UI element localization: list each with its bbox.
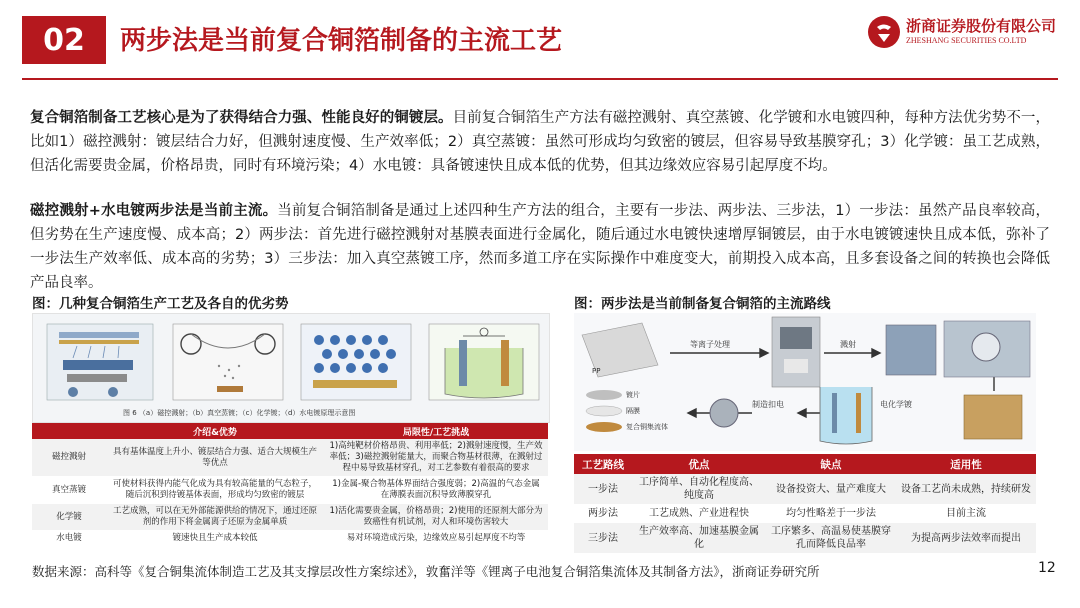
paragraph-2-lead: 磁控溅射+水电镀两步法是当前主流。 [30, 203, 278, 219]
table-header-cell: 缺点 [766, 454, 896, 474]
method-name: 磁控溅射 [32, 439, 106, 477]
table-header-cell: 优点 [632, 454, 766, 474]
two-step-process-diagram [574, 313, 1036, 451]
figure-1-title: 图：几种复合铜箔生产工艺及各自的优劣势 [32, 296, 289, 312]
label-assembly: 制造扣电 [752, 400, 784, 409]
method-name: 化学镀 [32, 504, 106, 531]
page-title: 两步法是当前复合铜箔制备的主流工艺 [120, 26, 563, 56]
table-header-cell: 介绍&优势 [106, 423, 324, 439]
section-number-badge [22, 16, 106, 64]
label-cutting: 镀片 [626, 391, 640, 399]
logo-en-name: ZHESHANG SECURITIES CO.LTD [906, 36, 1027, 45]
figure-1-caption: 图 6 （a）磁控溅射；（b）真空蒸镀；（c）化学镀；（d）水电镀原理示意图 [123, 409, 356, 417]
table-header-cell [32, 423, 106, 439]
method-advantage: 具有基体温度上升小、镀层结合力强、适合大规模生产等优点 [106, 439, 324, 477]
method-limitation: 1)活化需要贵金属，价格昂贵；2)使用的还原剂大部分为致癌性有机试剂，对人和环境伤害较大 [324, 504, 548, 531]
paragraph-2-text: 当前复合铜箔制备是通过上述四种生产方法的组合，主要有一步法、两步法、三步法，1）一步法：虽然产品良率较高，但劣势在生产速度慢、成本高；2）两步法：首先进行磁控溅射对基膜表面进行金属化，随后通过水电镀快速增厚铜镀层，由于水电镀镀速快且成本低，弥补了一步法生产效率低、成本高的劣势；3）三步法：加入真空蒸镀工序，然而多道工序在实际操作中难度变大，前期投入成本高，且多套设备之间的转换也会降低产品良率。 [30, 203, 1050, 291]
table-row [32, 477, 548, 504]
method-name: 水电镀 [32, 531, 106, 547]
logo-mark-icon [868, 16, 900, 48]
label-electroplating: 电化学镀 [880, 400, 912, 409]
table-header-cell: 工艺路线 [574, 454, 632, 474]
label-spacer: 隔膜 [626, 407, 640, 415]
method-name: 真空蒸镀 [32, 477, 106, 504]
table-header-cell: 局限性/工艺挑战 [324, 423, 548, 439]
label-composite: 复合铜集流体 [626, 423, 668, 431]
route-pro: 工序简单、自动化程度高、纯度高 [632, 474, 766, 505]
data-source-note: 数据来源：高科等《复合铜集流体制造工艺及其支撑层改性方案综述》，敦奮洋等《锂离子电池复合铜箔集流体及其制备方法》，浙商证券研究所 [32, 564, 820, 579]
logo-cn-name: 浙商证券股份有限公司 [906, 17, 1057, 35]
table-header-row [32, 423, 548, 439]
process-route-table [574, 454, 1036, 554]
route-con: 均匀性略差于一步法 [766, 505, 896, 523]
label-plasma: 等离子处理 [690, 340, 730, 349]
method-advantage: 镀速快且生产成本较低 [106, 531, 324, 547]
route-name: 两步法 [574, 505, 632, 523]
table-row [32, 531, 548, 547]
section-number: 02 [43, 22, 85, 58]
route-use: 目前主流 [896, 505, 1036, 523]
process-schematic-image [32, 313, 550, 423]
table-header-cell: 适用性 [896, 454, 1036, 474]
table-row [32, 439, 548, 477]
method-limitation: 1)高纯靶材价格昂贵、利用率低；2)溅射速度慢，生产效率低；3)磁控溅射能量大，而聚合物基材很薄，在溅射过程中易导致基材穿孔，对工艺参数有着很高的要求 [324, 439, 548, 477]
process-comparison-table [32, 423, 548, 547]
paragraph-1-text: 目前复合铜箔生产方法有磁控溅射、真空蒸镀、化学镀和水电镀四种，每种方法优劣势不一，比如1）磁控溅射：镀层结合力好，但溅射速度慢、生产效率低；2）真空蒸镀：虽然可形成均匀致密的镀层，但容易导致基膜穿孔；3）化学镀：虽工艺成熟，但活化需要贵金属，价格昂贵，同时有环境污染；4）水电镀：具备镀速快且成本低的优势，但其边缘效应容易引起厚度不均。 [30, 110, 1051, 174]
paragraph-1-lead: 复合铜箔制备工艺核心是为了获得结合力强、性能良好的铜镀层。 [30, 110, 453, 126]
method-advantage: 可使材料获得内能气化成为具有较高能量的气态粒子，随后沉积到待镀基体表面，形成均匀致密的镀层 [106, 477, 324, 504]
route-name: 一步法 [574, 474, 632, 505]
paragraph-1 [30, 106, 1050, 178]
route-con: 设备投资大、量产难度大 [766, 474, 896, 505]
paragraph-2 [30, 199, 1050, 295]
table-header-row [574, 454, 1036, 474]
route-use: 为提高两步法效率而提出 [896, 523, 1036, 554]
method-limitation: 1)金属-聚合物基体界面结合强度弱；2)高温的气态金属在薄膜表面沉积导致薄膜穿孔 [324, 477, 548, 504]
route-name: 三步法 [574, 523, 632, 554]
method-advantage: 工艺成熟，可以在无外部能源供给的情况下，通过还原剂的作用下将金属离子还原为金属单质 [106, 504, 324, 531]
company-logo [868, 14, 1058, 54]
table-row [574, 523, 1036, 554]
label-sputter: 溅射 [840, 340, 856, 349]
title-divider [22, 78, 1058, 80]
route-use: 设备工艺尚未成熟，持续研发 [896, 474, 1036, 505]
table-row [32, 504, 548, 531]
figure-2-title: 图：两步法是当前制备复合铜箔的主流路线 [574, 296, 831, 312]
route-pro: 生产效率高、加速基膜金属化 [632, 523, 766, 554]
label-pp: PP [592, 367, 601, 375]
route-con: 工序繁多、高温易使基膜穿孔而降低良品率 [766, 523, 896, 554]
table-row [574, 474, 1036, 505]
method-limitation: 易对环境造成污染，边缘效应易引起厚度不均等 [324, 531, 548, 547]
table-row [574, 505, 1036, 523]
route-pro: 工艺成熟、产业进程快 [632, 505, 766, 523]
page-number: 12 [1038, 560, 1056, 576]
